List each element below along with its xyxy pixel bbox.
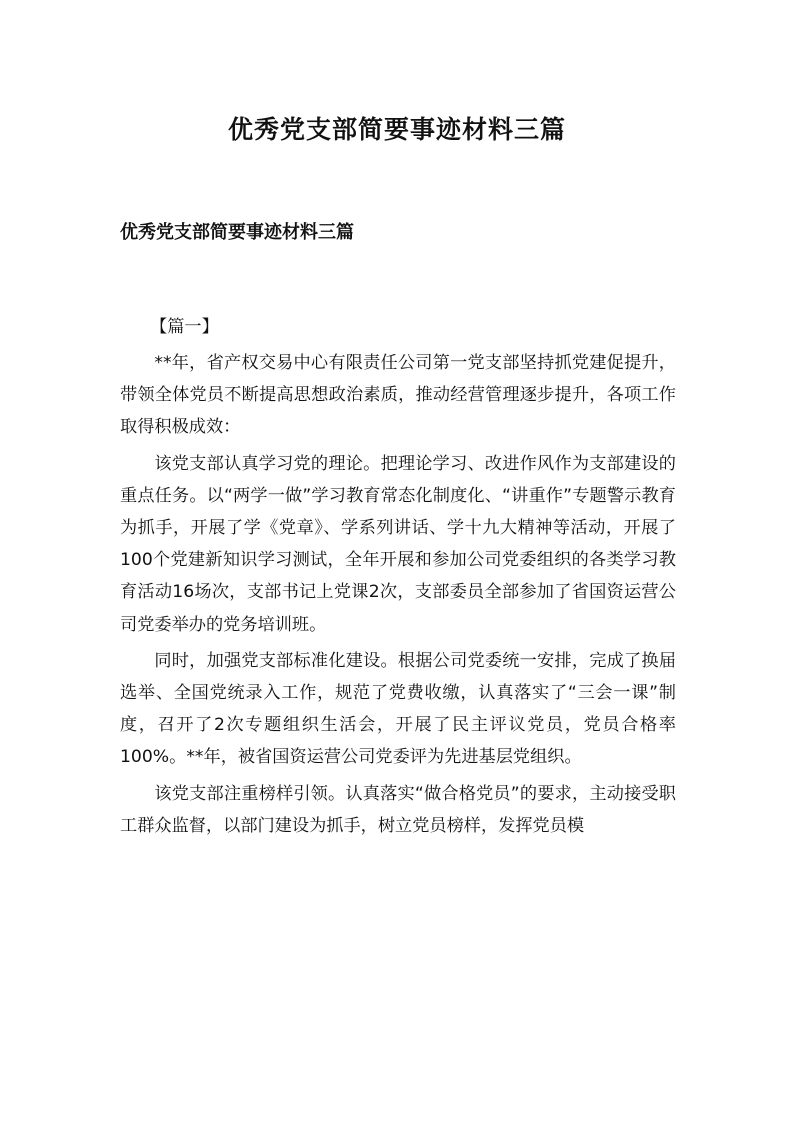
paragraph: 该党支部认真学习党的理论。把理论学习、改进作风作为支部建设的重点任务。以“两学一做”学习教育常态化制度化、“讲重作”专题警示教育为抓手，开展了学《党章》、学系列讲话、学十九大精神等活动，开展了100个党建新知识学习测试，全年开展和参加公司党委组织的各类学习教育活动16场次，支部书记上党课2次，支部委员全部参加了省国资运营公司党委举办的党务培训班。 (120, 453, 676, 635)
paragraph: **年，省产权交易中心有限责任公司第一党支部坚持抓党建促提升，带领全体党员不断提高思想政治素质，推动经营管理逐步提升，各项工作取得积极成效： (120, 353, 676, 438)
document-body (120, 311, 676, 842)
paragraph: 该党支部注重榜样引领。认真落实“做合格党员”的要求，主动接受职工群众监督，以部门建设为抓手，树立党员榜样，发挥党员模 (120, 783, 676, 836)
document-title: 优秀党支部简要事迹材料三篇 (227, 115, 566, 144)
section-label: 【篇一】 (150, 317, 219, 337)
paragraph: 同时，加强党支部标准化建设。根据公司党委统一安排，完成了换届选举、全国党统录入工作，规范了党费收缴，认真落实了“三会一课”制度，召开了2次专题组织生活会，开展了民主评议党员，党员合格率100%。**年，被省国资运营公司党委评为先进基层党组织。 (120, 650, 676, 768)
document-subtitle: 优秀党支部简要事迹材料三篇 (120, 222, 354, 243)
